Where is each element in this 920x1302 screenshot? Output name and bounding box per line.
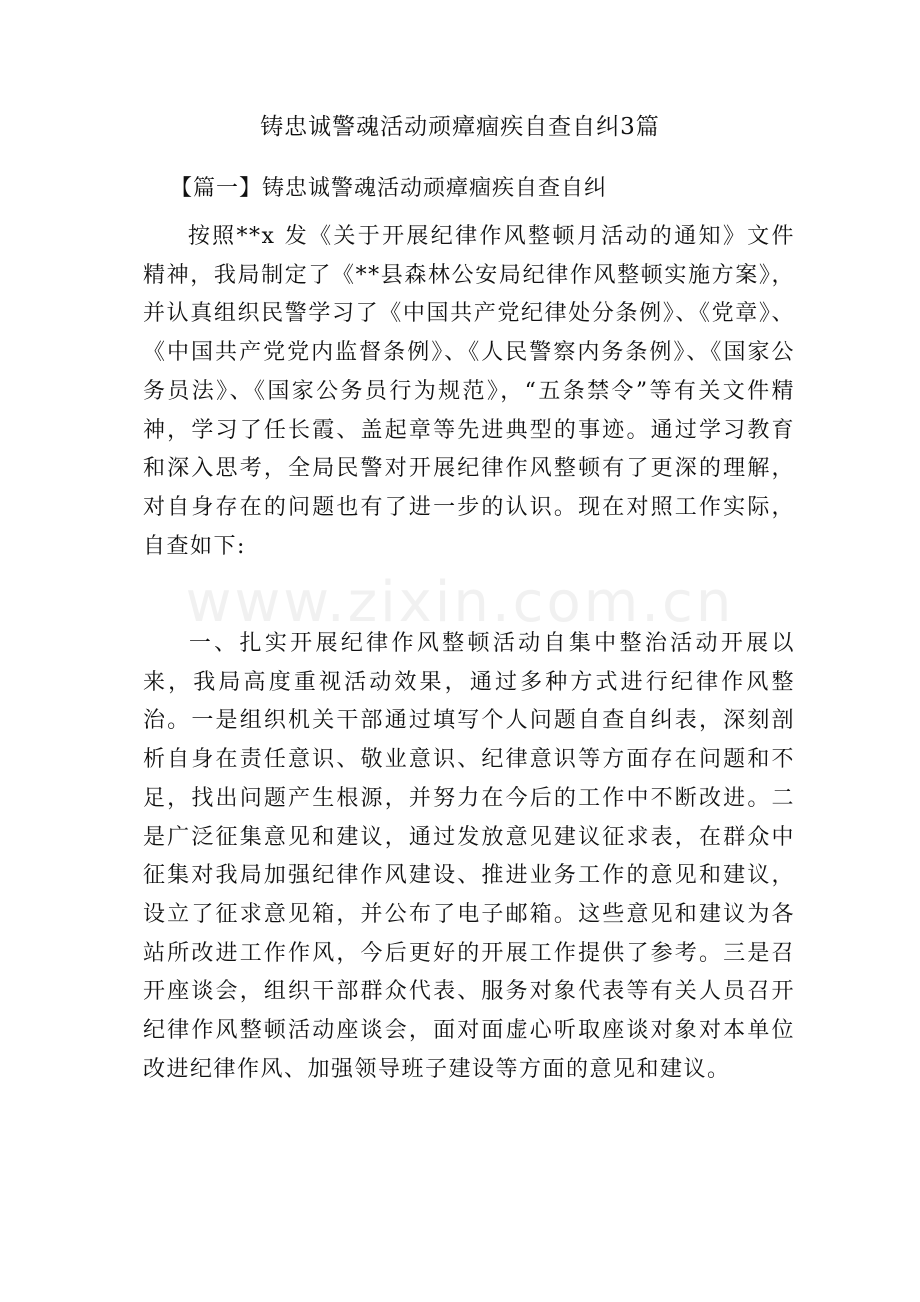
paragraph-1	[143, 218, 795, 566]
paragraph-1-text: 按照**x 发《关于开展纪律作风整顿月活动的通知》文件精神，我局制定了《**县森林公安局纪律作风整顿实施方案》，并认真组织民警学习了《中国共产党纪律处分条例》、《党章》、《中国共产党党内监督条例》、《人民警察内务条例》、《国家公务员法》、《国家公务员行为规范》，“五条禁令”等有关文件精神，学习了任长霞、盖起章等先进典型的事迹。通过学习教育和深入思考，全局民警对开展纪律作风整顿有了更深的理解，对自身存在的问题也有了进一步的认识。现在对照工作实际，自查如下:	[143, 224, 795, 559]
section-heading: 【篇一】铸忠诚警魂活动顽瘴痼疾自查自纠	[170, 176, 608, 201]
paragraph-2-text: 一、扎实开展纪律作风整顿活动自集中整治活动开展以来，我局高度重视活动效果，通过多种方式进行纪律作风整治。一是组织机关干部通过填写个人问题自查自纠表，深刻剖析自身在责任意识、敬业意识、纪律意识等方面存在问题和不足，找出问题产生根源，并努力在今后的工作中不断改进。二是广泛征集意见和建议，通过发放意见建议征求表，在群众中征集对我局加强纪律作风建设、推进业务工作的意见和建议，设立了征求意见箱，并公布了电子邮箱。这些意见和建议为各站所改进工作作风，今后更好的开展工作提供了参考。三是召开座谈会，组织干部群众代表、服务对象代表等有关人员召开纪律作风整顿活动座谈会，面对面虚心听取座谈对象对本单位改进纪律作风、加强领导班子建设等方面的意见和建议。	[143, 631, 795, 1082]
document-title: 铸忠诚警魂活动顽瘴痼疾自查自纠3篇	[260, 114, 660, 140]
watermark: www.zixin.com.cn	[185, 570, 735, 635]
paragraph-2	[143, 625, 795, 1089]
